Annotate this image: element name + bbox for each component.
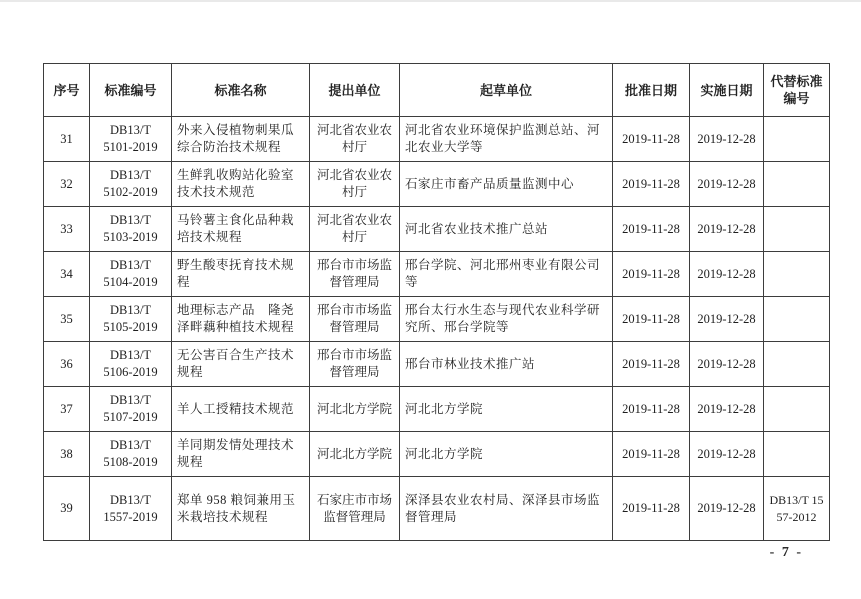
cell-code: DB13/T 5107-2019 (90, 387, 172, 432)
cell-implementation-date: 2019-12-28 (690, 477, 764, 541)
table-row (44, 432, 830, 477)
cell-approval-date: 2019-11-28 (613, 252, 690, 297)
cell-implementation-date: 2019-12-28 (690, 207, 764, 252)
cell-drafter: 河北省农业技术推广总站 (400, 207, 613, 252)
header-seq: 序号 (44, 64, 90, 117)
cell-implementation-date: 2019-12-28 (690, 387, 764, 432)
cell-replaced-code (764, 387, 830, 432)
cell-replaced-code (764, 252, 830, 297)
cell-seq: 37 (44, 387, 90, 432)
table-row (44, 252, 830, 297)
cell-name: 生鲜乳收购站化验室技术技术规范 (172, 162, 310, 207)
cell-drafter: 深泽县农业农村局、深泽县市场监督管理局 (400, 477, 613, 541)
cell-seq: 31 (44, 117, 90, 162)
cell-replaced-code (764, 342, 830, 387)
header-drafter: 起草单位 (400, 64, 613, 117)
page-number: - 7 - (769, 545, 803, 560)
cell-drafter: 河北北方学院 (400, 432, 613, 477)
cell-seq: 39 (44, 477, 90, 541)
header-approval-date: 批准日期 (613, 64, 690, 117)
cell-code: DB13/T 5103-2019 (90, 207, 172, 252)
cell-implementation-date: 2019-12-28 (690, 297, 764, 342)
cell-approval-date: 2019-11-28 (613, 162, 690, 207)
table-row (44, 207, 830, 252)
cell-approval-date: 2019-11-28 (613, 297, 690, 342)
cell-implementation-date: 2019-12-28 (690, 117, 764, 162)
cell-replaced-code: DB13/T 1557-2012 (764, 477, 830, 541)
cell-name: 马铃薯主食化品种栽培技术规程 (172, 207, 310, 252)
cell-approval-date: 2019-11-28 (613, 207, 690, 252)
cell-proposer: 河北北方学院 (310, 432, 400, 477)
header-row (44, 64, 830, 117)
cell-name: 羊同期发情处理技术规程 (172, 432, 310, 477)
cell-drafter: 邢台学院、河北邢州枣业有限公司等 (400, 252, 613, 297)
table-row (44, 162, 830, 207)
cell-replaced-code (764, 117, 830, 162)
cell-approval-date: 2019-11-28 (613, 342, 690, 387)
cell-proposer: 邢台市市场监督管理局 (310, 252, 400, 297)
cell-seq: 35 (44, 297, 90, 342)
header-code: 标准编号 (90, 64, 172, 117)
cell-implementation-date: 2019-12-28 (690, 162, 764, 207)
cell-code: DB13/T 5102-2019 (90, 162, 172, 207)
cell-proposer: 邢台市市场监督管理局 (310, 342, 400, 387)
cell-code: DB13/T 5101-2019 (90, 117, 172, 162)
cell-code: DB13/T 5106-2019 (90, 342, 172, 387)
cell-seq: 38 (44, 432, 90, 477)
cell-implementation-date: 2019-12-28 (690, 432, 764, 477)
table-row (44, 477, 830, 541)
cell-proposer: 邢台市市场监督管理局 (310, 297, 400, 342)
cell-approval-date: 2019-11-28 (613, 477, 690, 541)
cell-replaced-code (764, 207, 830, 252)
table-body (44, 117, 830, 541)
cell-drafter: 石家庄市畜产品质量监测中心 (400, 162, 613, 207)
header-name: 标准名称 (172, 64, 310, 117)
cell-name: 郑单 958 粮饲兼用玉米栽培技术规程 (172, 477, 310, 541)
cell-code: DB13/T 5105-2019 (90, 297, 172, 342)
cell-proposer: 河北省农业农村厅 (310, 207, 400, 252)
cell-seq: 32 (44, 162, 90, 207)
cell-name: 无公害百合生产技术规程 (172, 342, 310, 387)
header-proposer: 提出单位 (310, 64, 400, 117)
cell-name: 野生酸枣抚育技术规程 (172, 252, 310, 297)
cell-proposer: 河北省农业农村厅 (310, 162, 400, 207)
table-row (44, 342, 830, 387)
cell-replaced-code (764, 297, 830, 342)
table-row (44, 387, 830, 432)
cell-drafter: 河北北方学院 (400, 387, 613, 432)
cell-name: 外来入侵植物刺果瓜综合防治技术规程 (172, 117, 310, 162)
table-header (44, 64, 830, 117)
cell-proposer: 河北北方学院 (310, 387, 400, 432)
cell-code: DB13/T 5104-2019 (90, 252, 172, 297)
cell-proposer: 石家庄市市场监督管理局 (310, 477, 400, 541)
table-row (44, 297, 830, 342)
cell-drafter: 邢台市林业技术推广站 (400, 342, 613, 387)
cell-approval-date: 2019-11-28 (613, 387, 690, 432)
cell-replaced-code (764, 432, 830, 477)
table-row (44, 117, 830, 162)
cell-approval-date: 2019-11-28 (613, 117, 690, 162)
cell-drafter: 河北省农业环境保护监测总站、河北农业大学等 (400, 117, 613, 162)
standards-table (43, 63, 830, 541)
cell-seq: 36 (44, 342, 90, 387)
cell-code: DB13/T 5108-2019 (90, 432, 172, 477)
cell-proposer: 河北省农业农村厅 (310, 117, 400, 162)
cell-replaced-code (764, 162, 830, 207)
cell-name: 地理标志产品 隆尧泽畔藕种植技术规程 (172, 297, 310, 342)
cell-code: DB13/T 1557-2019 (90, 477, 172, 541)
cell-name: 羊人工授精技术规范 (172, 387, 310, 432)
header-replaced-code: 代替标准编号 (764, 64, 830, 117)
cell-implementation-date: 2019-12-28 (690, 252, 764, 297)
header-implementation-date: 实施日期 (690, 64, 764, 117)
cell-seq: 34 (44, 252, 90, 297)
cell-drafter: 邢台太行水生态与现代农业科学研究所、邢台学院等 (400, 297, 613, 342)
cell-implementation-date: 2019-12-28 (690, 342, 764, 387)
cell-seq: 33 (44, 207, 90, 252)
cell-approval-date: 2019-11-28 (613, 432, 690, 477)
